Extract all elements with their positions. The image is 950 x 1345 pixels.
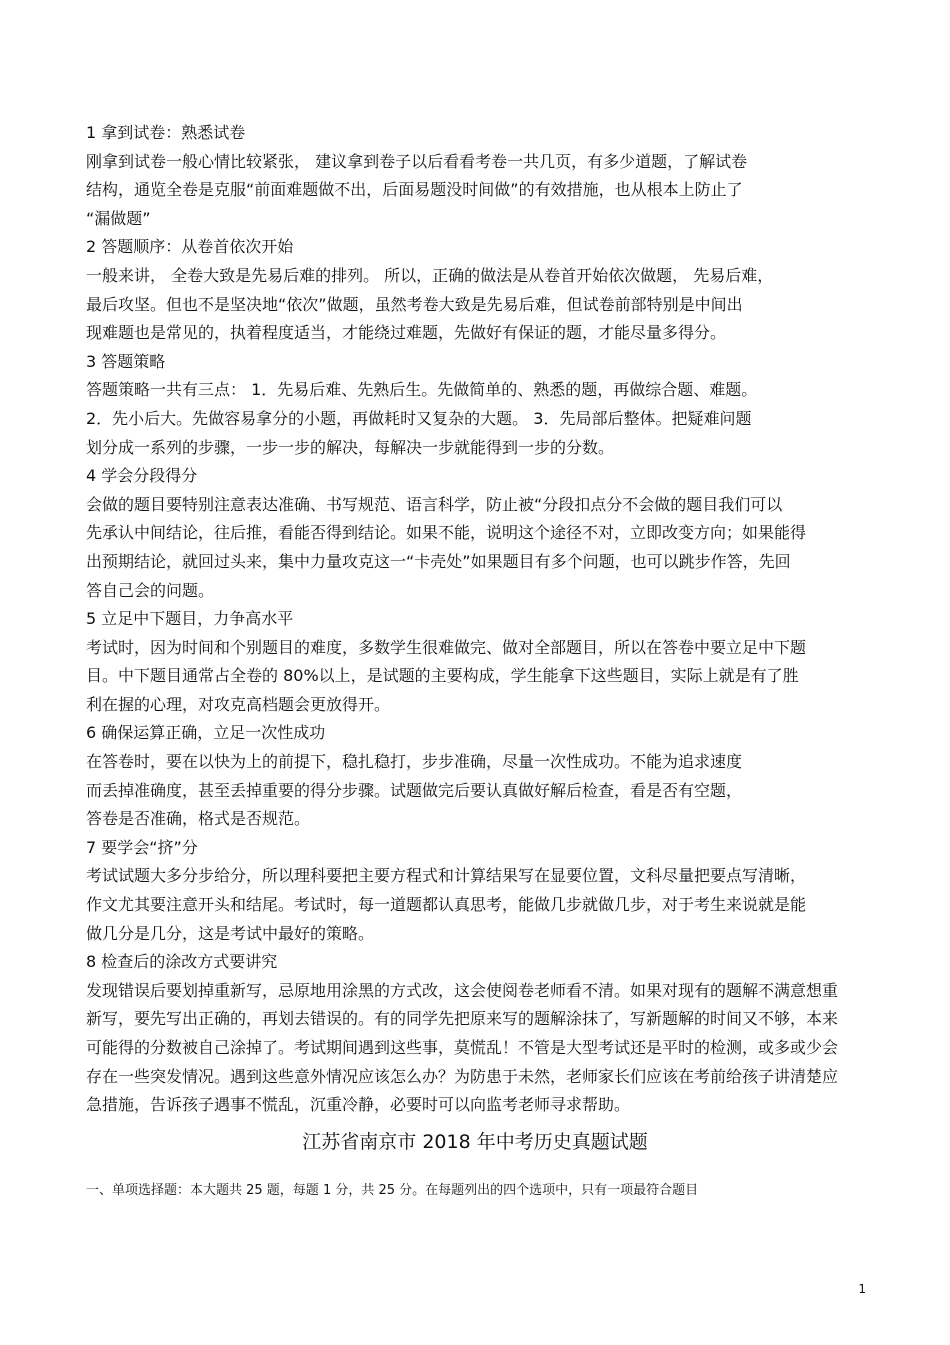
body-line: 新写，要先写出正确的，再划去错误的。有的同学先把原来写的题解涂抹了，写新题解的时间又不够，本来: [86, 1009, 839, 1029]
body-line: 考试时，因为时间和个别题目的难度，多数学生很难做完、做对全部题目，所以在答卷中要立足中下题: [86, 637, 807, 657]
body-line: “漏做题”: [86, 208, 151, 228]
section-heading: 5 立足中下题目，力争高水平: [86, 609, 294, 629]
body-line: 可能得的分数被自己涂掉了。考试期间遇到这些事，莫慌乱！不管是大型考试还是平时的检测，或多或少会: [86, 1038, 839, 1057]
question-instruction: 一、单项选择题：本大题共 25 题，每题 1 分，共 25 分。在每题列出的四个选项中，只有一项最符合题目: [86, 1183, 699, 1198]
exam-title: 江苏省南京市 2018 年中考历史真题试题: [302, 1131, 648, 1153]
body-line: 发现错误后要划掉重新写，忌原地用涂黑的方式改，这会使阅卷老师看不清。如果对现有的题解不满意想重: [86, 980, 839, 1000]
body-line: 答题策略一共有三点： 1．先易后难、先熟后生。先做简单的、熟悉的题，再做综合题、难题。: [86, 380, 758, 400]
section-heading: 4 学会分段得分: [86, 466, 198, 486]
body-line: 结构，通览全卷是克服“前面难题做不出，后面易题没时间做”的有效措施，也从根本上防止了: [86, 180, 743, 200]
body-line: 而丢掉准确度，甚至丢掉重要的得分步骤。试题做完后要认真做好解后检查，看是否有空题，: [86, 780, 743, 800]
section-heading: 7 要学会“挤”分: [86, 837, 198, 857]
body-line: 刚拿到试卷一般心情比较紧张， 建议拿到卷子以后看看考卷一共几页，有多少道题，了解试卷: [86, 151, 748, 171]
section-heading: 8 检查后的涂改方式要讲究: [86, 952, 278, 972]
body-line: 现难题也是常见的，执着程度适当，才能绕过难题，先做好有保证的题，才能尽量多得分。: [86, 323, 727, 343]
exam-tips-content: [86, 119, 886, 1120]
body-line: 考试试题大多分步给分，所以理科要把主要方程式和计算结果写在显要位置，文科尽量把要点写清晰，: [86, 866, 807, 886]
body-line: 划分成一系列的步骤，一步一步的解决，每解决一步就能得到一步的分数。: [86, 437, 615, 457]
body-line: 利在握的心理，对攻克高档题会更放得开。: [86, 694, 391, 714]
section-heading: 1 拿到试卷：熟悉试卷: [86, 123, 246, 142]
section-heading: 6 确保运算正确，立足一次性成功: [86, 723, 326, 743]
body-line: 先承认中间结论，往后推，看能否得到结论。如果不能，说明这个途径不对，立即改变方向；如果能得: [86, 523, 807, 543]
body-line: 存在一些突发情况。遇到这些意外情况应该怎么办？为防患于未然，老师家长们应该在考前给孩子讲清楚应: [86, 1066, 839, 1086]
body-line: 答自己会的问题。: [86, 580, 215, 600]
body-line: 在答卷时，要在以快为上的前提下，稳扎稳打，步步准确，尽量一次性成功。不能为追求速度: [86, 752, 743, 772]
body-line: 出预期结论，就回过头来，集中力量攻克这一“卡壳处”如果题目有多个问题，也可以跳步作答，先回: [86, 551, 791, 571]
section-heading: 3 答题策略: [86, 351, 166, 371]
section-heading: 2 答题顺序：从卷首依次开始: [86, 237, 294, 257]
body-line: 会做的题目要特别注意表达准确、书写规范、语言科学，防止被“分段扣点分不会做的题目我们可以: [86, 494, 783, 514]
body-line: 做几分是几分，这是考试中最好的策略。: [86, 923, 375, 943]
page-number: 1: [858, 1282, 866, 1296]
body-line: 2．先小后大。先做容易拿分的小题，再做耗时又复杂的大题。 3．先局部后整体。把疑难问题: [86, 408, 752, 428]
body-line: 目。中下题目通常占全卷的 80%以上，是试题的主要构成，学生能拿下这些题目，实际上就是有了胜: [86, 666, 799, 686]
body-line: 作文尤其要注意开头和结尾。考试时，每一道题都认真思考，能做几步就做几步，对于考生来说就是能: [86, 895, 807, 915]
body-line: 最后攻坚。但也不是坚决地“依次”做题，虽然考卷大致是先易后难，但试卷前部特别是中间出: [86, 294, 743, 314]
body-line: 急措施，告诉孩子遇事不慌乱，沉重冷静，必要时可以向监考老师寻求帮助。: [86, 1095, 631, 1115]
body-line: 一般来讲， 全卷大致是先易后难的排列。 所以，正确的做法是从卷首开始依次做题， 先易后难，: [86, 265, 774, 285]
body-line: 答卷是否准确，格式是否规范。: [86, 809, 311, 829]
